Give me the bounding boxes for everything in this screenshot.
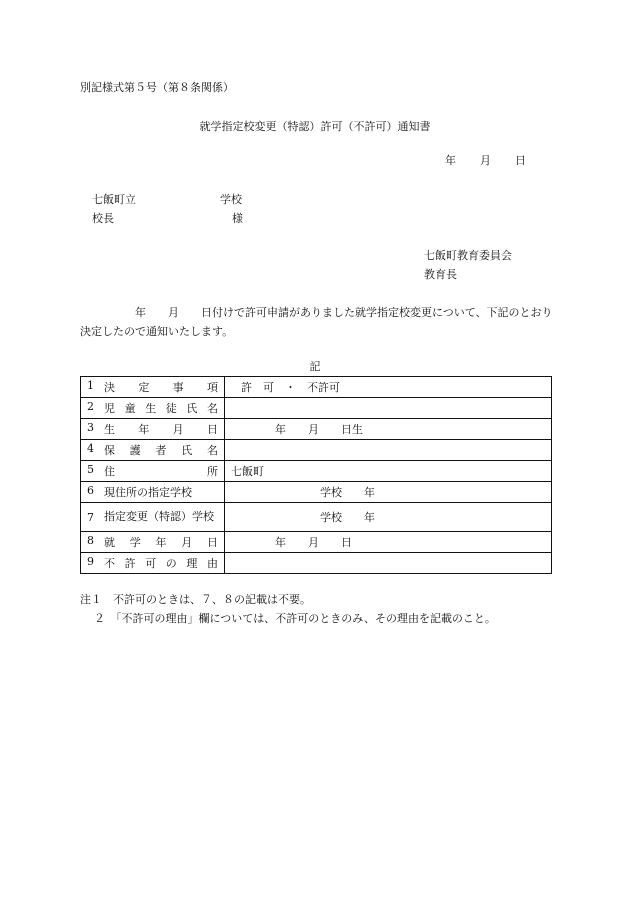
row-value-cell[interactable] [225,503,552,532]
row-value-cell[interactable] [225,532,552,553]
row-label [104,555,218,571]
row-label-char: 者 [155,444,167,457]
sender-organization: 七飯町教育委員会 [424,249,512,262]
row-label-cell [81,440,225,461]
row-number: 4 [87,442,94,455]
row-value: 許 可 ・ 不許可 [241,381,340,394]
row-value-cell[interactable] [225,398,552,419]
row-label-char: 護 [129,444,141,457]
row-value: 学校 年 [320,511,375,524]
addressee-principal: 校長 [92,212,114,225]
table-row [81,553,552,574]
row-value: 学校 年 [320,486,375,499]
row-value-cell[interactable] [225,419,552,440]
table-row [81,419,552,440]
row-label-char: 決 [104,381,115,394]
ki-heading: 記 [309,360,321,373]
row-label-char: 生 [104,423,115,436]
row-label [104,463,218,479]
date-year: 年 [445,154,456,167]
row-label-char: 就 [104,536,115,549]
row-label-char: 童 [124,402,136,415]
row-value-cell[interactable] [225,461,552,482]
row-label-char: 月 [172,423,184,436]
row-value: 年 月 日 [275,536,352,549]
row-label [104,379,218,395]
row-label-char: 氏 [186,402,198,415]
row-label-char: 名 [207,444,218,457]
row-value-cell[interactable] [225,377,552,398]
row-label-cell [81,398,225,419]
row-number: 9 [87,555,94,568]
table-row [81,532,552,553]
row-label-char: 項 [206,381,218,394]
row-label-char: 氏 [181,444,193,457]
table-row [81,482,552,503]
row-label-char: 生 [145,402,157,415]
row-label-char: 日 [207,536,218,549]
row-label-char: 由 [206,557,218,570]
row-label-cell [81,553,225,574]
table-row [81,461,552,482]
table-row [81,440,552,461]
row-label-cell [81,461,225,482]
row-label-cell [81,532,225,553]
row-label [104,400,218,416]
row-number: 2 [87,400,94,413]
row-label-char: の [165,557,177,570]
row-value: 七飯町 [231,465,264,478]
row-label-char: 名 [206,402,218,415]
row-label-char: 日 [206,423,218,436]
row-label [104,534,218,550]
row-label: 現住所の指定学校 [104,486,192,499]
decision-table [80,376,552,574]
row-label-char: 児 [104,402,115,415]
row-label-cell [81,482,225,503]
row-label-char: 徒 [165,402,177,415]
row-label-char: 学 [129,536,141,549]
sender-role: 教育長 [424,268,457,281]
row-label-char: 年 [138,423,150,436]
date-day: 日 [515,154,526,167]
row-number: 1 [87,379,94,392]
note-2: ２ 「不許可の理由」欄については、不許可のときのみ、その理由を記載のこと。 [94,612,496,625]
row-label-char: 住 [104,465,115,478]
note-1: 注１ 不許可のときは、７、８の記載は不要。 [80,593,311,606]
row-label [104,442,218,458]
form-reference: 別記様式第５号（第８条関係） [80,81,234,94]
row-label-char: 所 [207,465,218,478]
row-label-char: 定 [138,381,150,394]
document-title: 就学指定校変更（特認）許可（不許可）通知書 [199,120,431,133]
row-value: 年 月 日生 [275,423,363,436]
row-label-cell [81,377,225,398]
row-label-cell [81,419,225,440]
row-label-char: 不 [104,557,115,570]
row-label-char: 年 [155,536,167,549]
row-label-char: 事 [172,381,184,394]
issue-date [445,154,526,168]
date-month: 月 [480,154,491,167]
row-label-char: 保 [104,444,115,457]
row-number: 7 [87,510,94,524]
row-number: 3 [87,421,94,434]
row-label-char: 可 [145,557,157,570]
addressee-school-prefix: 七飯町立 [92,193,136,206]
row-number: 8 [87,534,94,547]
table-row [81,503,552,532]
addressee-school-suffix: 学校 [220,193,242,206]
row-value-cell[interactable] [225,553,552,574]
row-value-cell[interactable] [225,482,552,503]
row-label [104,421,218,437]
row-number: 5 [87,463,94,476]
row-label-cell [81,503,225,532]
row-label-char: 許 [124,557,136,570]
row-number: 6 [87,484,94,497]
body-paragraph: 年 月 日付けで許可申請がありました就学指定校変更について、下記のとおり決定したので通知いたします。 [80,306,553,338]
row-label-char: 理 [186,557,198,570]
table-row [81,377,552,398]
row-label-char: 月 [181,536,193,549]
addressee-honorific: 様 [232,212,243,225]
row-label: 指定変更（特認）学校 [104,509,214,523]
table-row [81,398,552,419]
row-value-cell[interactable] [225,440,552,461]
